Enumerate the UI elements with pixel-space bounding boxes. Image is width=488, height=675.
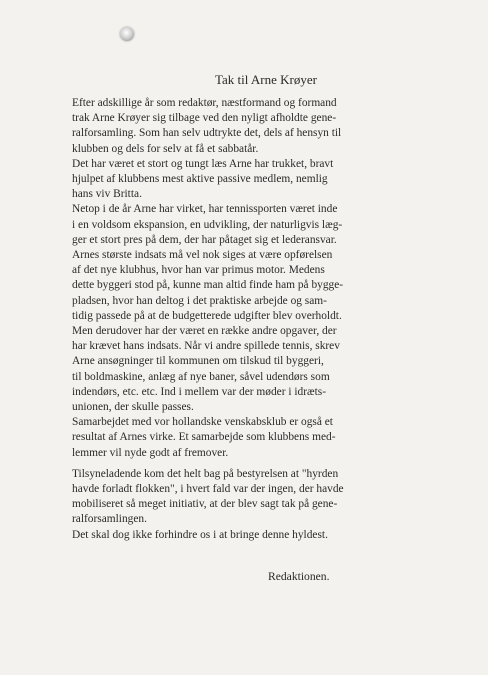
text-line: Det har været et stort og tungt læs Arne har trukket, bravt [72,157,334,170]
text-line: i en voldsom ekspansion, en udvikling, der naturligvis læg- [72,218,343,231]
text-line: tidig passede på at de budgetterede udgifter blev overholdt. [72,309,342,322]
text-line: til boldmaskine, anlæg af nye baner, såvel udendørs som [72,370,330,383]
document-title-row [0,72,488,88]
text-line: resultat af Arnes virke. Et samarbejde som klubbens med- [72,431,336,444]
text-line: ger et stort pres på dem, der har påtaget sig et lederansvar. [72,233,337,246]
text-line: Men derudover har der været en række andre opgaver, der [72,325,337,338]
paragraph [72,467,412,528]
paragraph [72,248,412,324]
punch-hole-mark [120,27,134,41]
text-line: indendørs, etc. etc. Ind i mellem var der møder i idræts- [72,385,326,398]
text-line: Arne ansøgninger til kommunen om tilskud til byggeri, [72,355,324,368]
text-line: Arnes største indsats må vel nok siges at være opførelsen [72,249,333,262]
text-line: Samarbejdet med vor hollandske venskabsklub er også et [72,416,333,429]
text-line: hjulpet af klubbens mest aktive passive medlem, nemlig [72,173,328,186]
text-line: mobiliseret så meget initiativ, at der blev sagt tak på gene- [72,498,338,511]
text-line: Tilsyneladende kom det helt bag på bestyrelsen at "hyrden [72,467,339,480]
text-line: Efter adskillige år som redaktør, næstformand og formand [72,97,337,109]
signature: Redaktionen. [268,570,330,583]
text-line: dette byggeri stod på, kunne man altid finde ham på bygge- [72,279,344,292]
text-line: havde forladt flokken", i hvert fald var der ingen, der havde [72,483,344,496]
paragraph [72,528,412,543]
text-line: har krævet hans indsats. Når vi andre spillede tennis, skrev [72,340,340,353]
text-line: af det nye klubhus, hvor han var primus motor. Medens [72,264,325,277]
text-line: trak Arne Krøyer sig tilbage ved den nyligt afholdte gene- [72,112,337,125]
text-line: klubben og dels for selv at få et sabbatår. [72,142,259,155]
text-line: hans viv Britta. [72,188,142,201]
paragraph [72,202,412,248]
document-body [72,96,412,543]
text-line: ralforsamling. Som han selv udtrykte det, dels af hensyn til [72,127,342,140]
document-title: Tak til Arne Krøyer [215,72,317,87]
paragraph [72,415,412,461]
text-line: unionen, der skulle passes. [72,401,194,414]
paragraph [72,157,412,203]
text-line: ralforsamlingen. [72,513,147,526]
paragraph [72,96,412,157]
text-line: pladsen, hvor han deltog i det praktiske arbejde og sam- [72,294,327,307]
text-line: lemmer vil nyde godt af fremover. [72,446,229,459]
text-line: Det skal dog ikke forhindre os i at bringe denne hyldest. [72,528,328,541]
text-line: Netop i de år Arne har virket, har tennissporten været inde [72,203,338,216]
paragraph [72,324,412,415]
